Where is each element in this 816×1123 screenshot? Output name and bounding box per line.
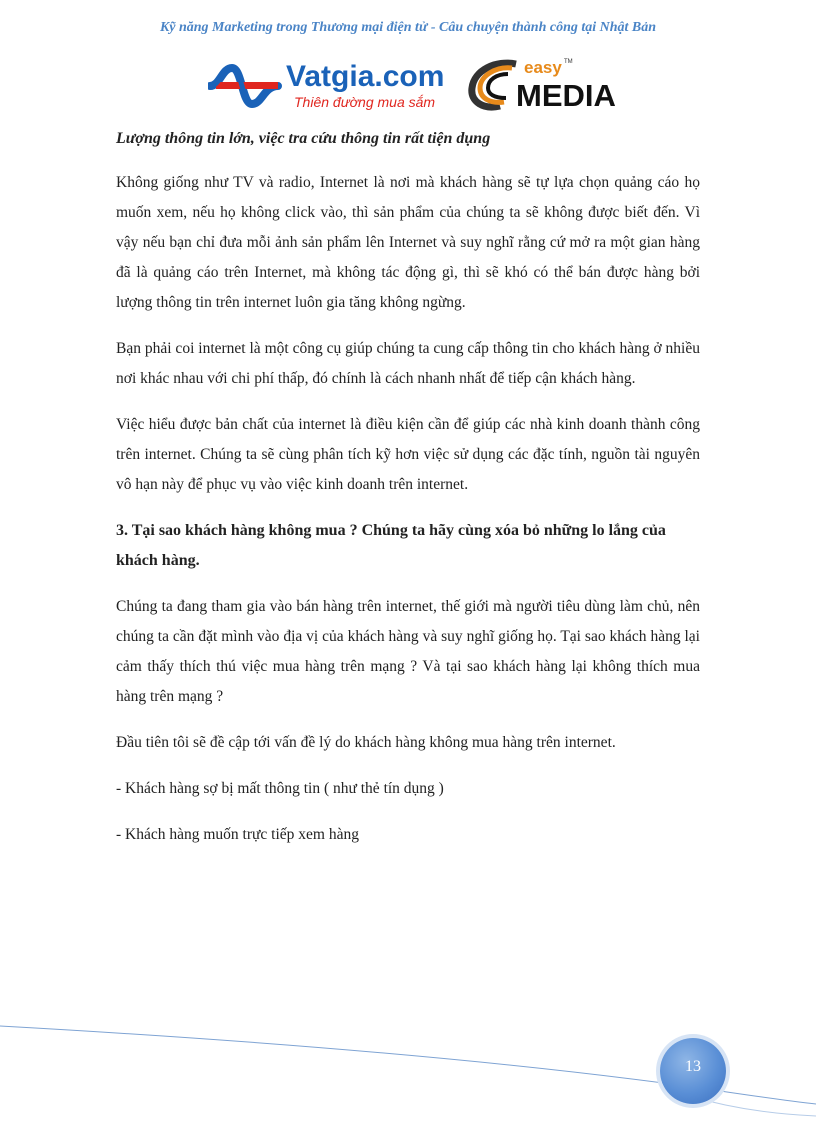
section-heading: 3. Tại sao khách hàng không mua ? Chúng ta hãy cùng xóa bỏ những lo lắng của khách hàng.: [116, 522, 666, 569]
vatgia-logo: [208, 60, 453, 112]
list-item: - Khách hàng muốn trực tiếp xem hàng: [116, 826, 359, 843]
vatgia-name: Vatgia.com: [286, 60, 445, 93]
paragraph: Chúng ta đang tham gia vào bán hàng trên internet, thế giới mà người tiêu dùng làm chủ, nên chúng ta cần đặt mình vào địa vị của khách hàng và suy nghĩ giống họ. Tại sao khách hàng lại cảm thấy thích thú việc mua hàng trên mạng ? Và tại sao khách hàng lại không thích mua hàng trên mạng ?: [116, 598, 700, 705]
easymedia-swirl-icon: [466, 58, 522, 112]
trademark-mark: TM: [564, 59, 573, 65]
logo-row: [0, 58, 816, 114]
paragraph: Bạn phải coi internet là một công cụ giúp chúng ta cung cấp thông tin cho khách hàng ở nhiều nơi khác nhau với chi phí thấp, đó chính là cách nhanh nhất để tiếp cận khách hàng.: [116, 340, 700, 387]
page-number-badge: [660, 1038, 726, 1104]
running-header: Kỹ năng Marketing trong Thương mại điện tử - Câu chuyện thành công tại Nhật Bản: [159, 20, 657, 35]
list-item: - Khách hàng sợ bị mất thông tin ( như thẻ tín dụng ): [116, 780, 444, 797]
vatgia-wave-icon: [208, 64, 284, 108]
media-word: MEDIA: [516, 78, 616, 113]
paragraph: Việc hiểu được bản chất của internet là điều kiện cần để giúp các nhà kinh doanh thành công trên internet. Chúng ta sẽ cùng phân tích kỹ hơn việc sử dụng các đặc tính, nguồn tài nguyên vô hạn này để phục vụ vào việc kinh doanh trên internet.: [116, 416, 700, 493]
paragraph: Đầu tiên tôi sẽ đề cập tới vấn đề lý do khách hàng không mua hàng trên internet.: [116, 734, 616, 751]
section-title: Lượng thông tin lớn, việc tra cứu thông tin rất tiện dụng: [116, 130, 491, 147]
easymedia-logo: [466, 58, 626, 114]
page-number: 13: [685, 1058, 701, 1075]
paragraph: Không giống như TV và radio, Internet là nơi mà khách hàng sẽ tự lựa chọn quảng cáo họ muốn xem, nếu họ không click vào, thì sản phẩm của chúng ta sẽ không được biết đến. Vì vậy nếu bạn chỉ đưa mỗi ảnh sản phẩm lên Internet và suy nghĩ rằng cứ mở ra một gian hàng đã là quảng cáo trên Internet, mà không tác động gì, thì sẽ khó có thể bán được hàng bởi lượng thông tin trên internet luôn gia tăng không ngừng.: [116, 174, 700, 311]
page-body: [116, 130, 700, 866]
vatgia-tagline: Thiên đường mua sắm: [294, 94, 436, 110]
easy-word: easy: [524, 58, 562, 77]
